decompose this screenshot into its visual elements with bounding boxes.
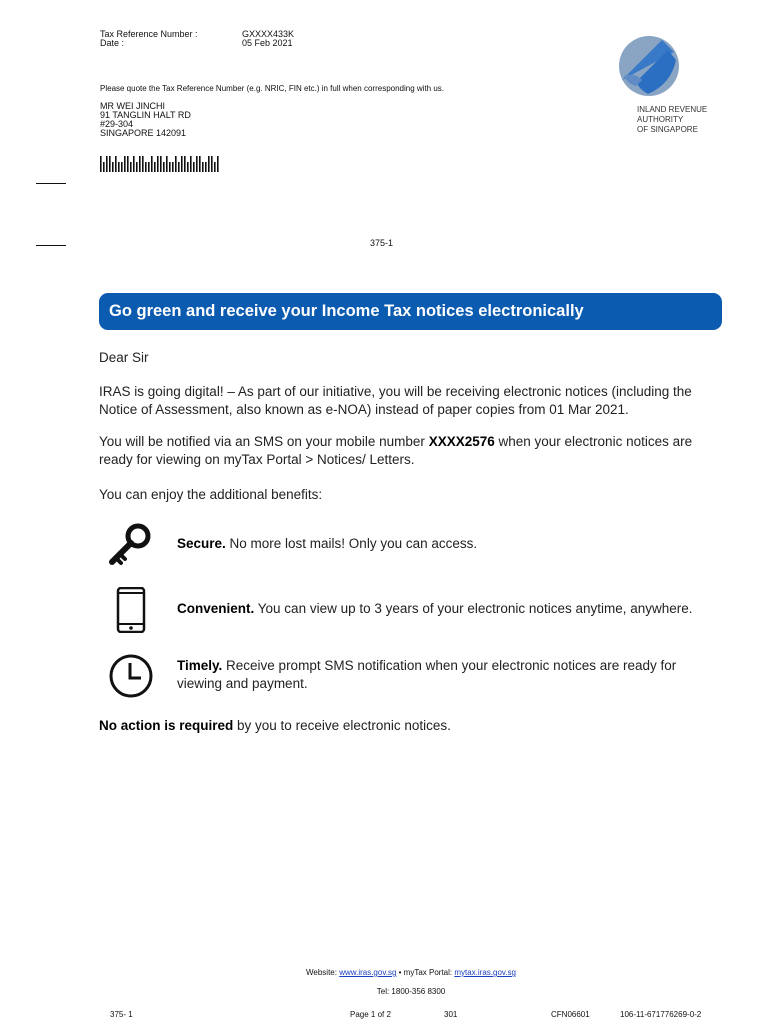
tax-ref-value: GXXXX433K: [242, 29, 295, 39]
barcode-bar: [169, 162, 171, 172]
barcode-bar: [166, 156, 168, 172]
reference-code: 106-11-671776269-0-2: [620, 1010, 702, 1019]
paragraph-intro: IRAS is going digital! – As part of our initiative, you will be receiving electronic notices (including the Notice of Assessment, also known as e-NOA) instead of paper copies from 01 Mar 2021.: [99, 384, 692, 417]
barcode-bar: [130, 162, 132, 172]
logo-text: AUTHORITY: [637, 115, 684, 124]
key-icon: [106, 522, 154, 568]
benefit-timely: [177, 657, 717, 693]
benefit-text: You can view up to 3 years of your electronic notices anytime, anywhere.: [254, 601, 693, 616]
benefit-secure: [177, 535, 717, 553]
barcode-bar: [199, 156, 201, 172]
barcode-bar: [133, 156, 135, 172]
tax-ref-label: Tax Reference Number :: [100, 29, 198, 39]
fold-mark: [36, 183, 66, 184]
address-line: 91 TANGLIN HALT RD: [100, 110, 191, 120]
address-line: SINGAPORE 142091: [100, 128, 187, 138]
closing-bold: No action is required: [99, 718, 234, 733]
benefit-text: Receive prompt SMS notification when your electronic notices are ready for viewing and payment.: [177, 658, 677, 691]
postal-barcode: [100, 154, 224, 174]
barcode-bar: [178, 162, 180, 172]
portal-link[interactable]: mytax.iras.gov.sg: [454, 968, 516, 977]
barcode-bar: [127, 156, 129, 172]
barcode-bar: [193, 162, 195, 172]
salutation: Dear Sir: [99, 350, 149, 365]
barcode-bar: [184, 156, 186, 172]
footer-tel: Tel: 1800-356 8300: [376, 987, 446, 996]
address-line: #29-304: [100, 119, 134, 129]
paragraph-sms: [99, 433, 719, 469]
barcode-bar: [142, 156, 144, 172]
barcode-bar: [205, 162, 207, 172]
iras-logo: [616, 34, 716, 144]
barcode-bar: [181, 156, 183, 172]
date-label: Date :: [100, 38, 125, 48]
footer-links: [0, 968, 768, 977]
barcode-bar: [118, 162, 120, 172]
barcode-bar: [196, 156, 198, 172]
address-block: [100, 102, 191, 138]
portal-label: • myTax Portal:: [396, 968, 455, 977]
footer-num: 301: [444, 1010, 458, 1019]
sms-text-post: when your electronic notices are ready for viewing on myTax Portal > Notices/ Letters.: [99, 434, 693, 467]
website-label: Website:: [306, 968, 340, 977]
barcode-bar: [211, 156, 213, 172]
barcode-bar: [208, 156, 210, 172]
barcode-bar: [187, 162, 189, 172]
barcode-bar: [151, 156, 153, 172]
barcode-bar: [148, 162, 150, 172]
barcode-bar: [145, 162, 147, 172]
barcode-bar: [109, 156, 111, 172]
barcode-bar: [154, 162, 156, 172]
address-line: MR WEI JINCHI: [100, 101, 165, 111]
barcode-bar: [190, 156, 192, 172]
benefit-title: Timely.: [177, 658, 223, 673]
barcode-bar: [103, 162, 105, 172]
barcode-bar: [175, 156, 177, 172]
benefit-convenient: [177, 600, 722, 618]
benefit-title: Convenient.: [177, 601, 255, 616]
banner-title: Go green and receive your Income Tax notices electronically: [109, 302, 584, 320]
barcode-bar: [115, 156, 117, 172]
page-code: 375-1: [370, 238, 394, 248]
sms-text-pre: You will be notified via an SMS on your mobile number: [99, 434, 429, 449]
closing-statement: [99, 717, 451, 735]
logo-text: OF SINGAPORE: [637, 125, 698, 134]
barcode-bar: [172, 162, 174, 172]
clock-icon: [108, 653, 154, 699]
mobile-phone-icon: [116, 587, 146, 633]
barcode-bar: [121, 162, 123, 172]
barcode-bar: [202, 162, 204, 172]
logo-text: INLAND REVENUE: [637, 105, 708, 114]
barcode-bar: [106, 156, 108, 172]
barcode-bar: [214, 162, 216, 172]
banner: [99, 293, 722, 330]
quote-note: Please quote the Tax Reference Number (e.g. NRIC, FIN etc.) in full when corresponding with us.: [100, 84, 445, 93]
footer-code: 375- 1: [110, 1010, 133, 1019]
barcode-bar: [163, 162, 165, 172]
barcode-bar: [100, 156, 102, 172]
benefits-intro: You can enjoy the additional benefits:: [99, 487, 323, 502]
website-link[interactable]: www.iras.gov.sg: [339, 968, 397, 977]
form-code: CFN06601: [551, 1010, 590, 1019]
barcode-bar: [139, 156, 141, 172]
barcode-bar: [124, 156, 126, 172]
date-value: 05 Feb 2021: [242, 38, 293, 48]
benefit-title: Secure.: [177, 536, 226, 551]
benefit-text: No more lost mails! Only you can access.: [225, 536, 478, 551]
barcode-bar: [136, 162, 138, 172]
mobile-number: XXXX2576: [428, 434, 495, 449]
barcode-bar: [217, 156, 219, 172]
barcode-bar: [160, 156, 162, 172]
barcode-bar: [157, 156, 159, 172]
barcode-bar: [112, 162, 114, 172]
fold-mark: [36, 245, 66, 246]
iras-emblem-icon: [616, 34, 682, 100]
page-info: Page 1 of 2: [350, 1010, 391, 1019]
closing-rest: by you to receive electronic notices.: [233, 718, 451, 733]
